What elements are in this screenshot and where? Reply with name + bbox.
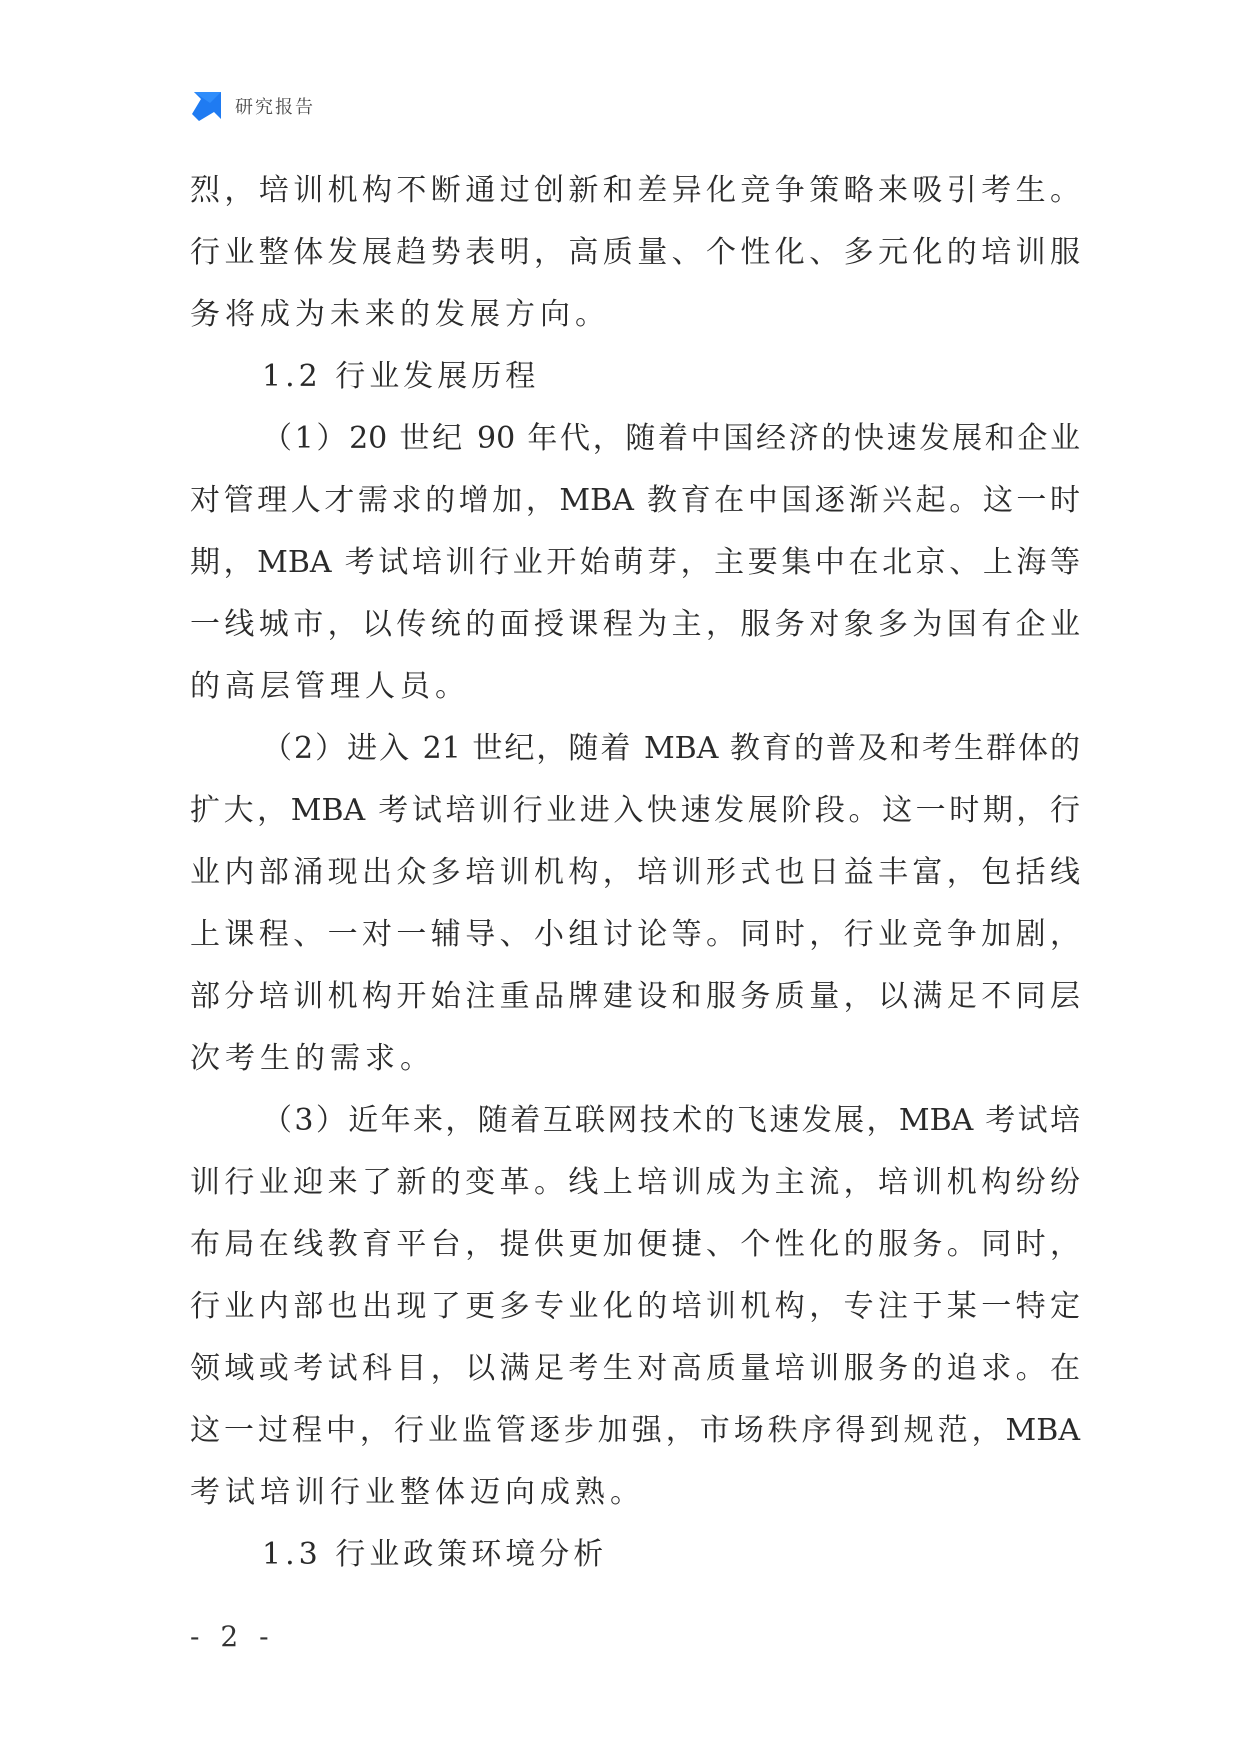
section-heading: 1.2 行业发展历程 bbox=[262, 359, 540, 394]
arrow-up-right-icon bbox=[190, 90, 223, 123]
body-line: 烈，培训机构不断通过创新和差异化竞争策略来吸引考生。 bbox=[190, 173, 1080, 208]
page-number: - 2 - bbox=[190, 1620, 275, 1653]
body-line: 的高层管理人员。 bbox=[190, 669, 470, 704]
body-line: 考试培训行业整体迈向成熟。 bbox=[190, 1475, 645, 1510]
body-line: 次考生的需求。 bbox=[190, 1041, 435, 1076]
report-header bbox=[190, 88, 315, 124]
body-line: 上课程、一对一辅导、小组讨论等。同时，行业竞争加剧， bbox=[190, 917, 1080, 952]
body-line: 扩大，MBA 考试培训行业进入快速发展阶段。这一时期，行 bbox=[190, 793, 1080, 828]
body-line: 期，MBA 考试培训行业开始萌芽，主要集中在北京、上海等 bbox=[190, 545, 1080, 580]
body-line: 业内部涌现出众多培训机构，培训形式也日益丰富，包括线 bbox=[190, 855, 1080, 890]
section-heading: 1.3 行业政策环境分析 bbox=[262, 1537, 608, 1572]
body-line: （1）20 世纪 90 年代，随着中国经济的快速发展和企业 bbox=[262, 421, 1080, 456]
body-line: 领域或考试科目，以满足考生对高质量培训服务的追求。在 bbox=[190, 1351, 1080, 1386]
body-line: 训行业迎来了新的变革。线上培训成为主流，培训机构纷纷 bbox=[190, 1165, 1080, 1200]
body-line: 这一过程中，行业监管逐步加强，市场秩序得到规范，MBA bbox=[190, 1413, 1080, 1448]
body-line: 行业整体发展趋势表明，高质量、个性化、多元化的培训服 bbox=[190, 235, 1080, 270]
body-line: 布局在线教育平台，提供更加便捷、个性化的服务。同时， bbox=[190, 1227, 1080, 1262]
body-line: （3）近年来，随着互联网技术的飞速发展，MBA 考试培 bbox=[262, 1103, 1080, 1138]
document-body bbox=[190, 160, 1080, 1586]
body-line: 一线城市，以传统的面授课程为主，服务对象多为国有企业 bbox=[190, 607, 1080, 642]
header-title: 研究报告 bbox=[235, 97, 315, 118]
body-line: 务将成为未来的发展方向。 bbox=[190, 297, 610, 332]
body-line: 行业内部也出现了更多专业化的培训机构，专注于某一特定 bbox=[190, 1289, 1080, 1324]
body-line: 对管理人才需求的增加，MBA 教育在中国逐渐兴起。这一时 bbox=[190, 483, 1080, 518]
body-line: 部分培训机构开始注重品牌建设和服务质量，以满足不同层 bbox=[190, 979, 1080, 1014]
body-line: （2）进入 21 世纪，随着 MBA 教育的普及和考生群体的 bbox=[262, 731, 1080, 766]
